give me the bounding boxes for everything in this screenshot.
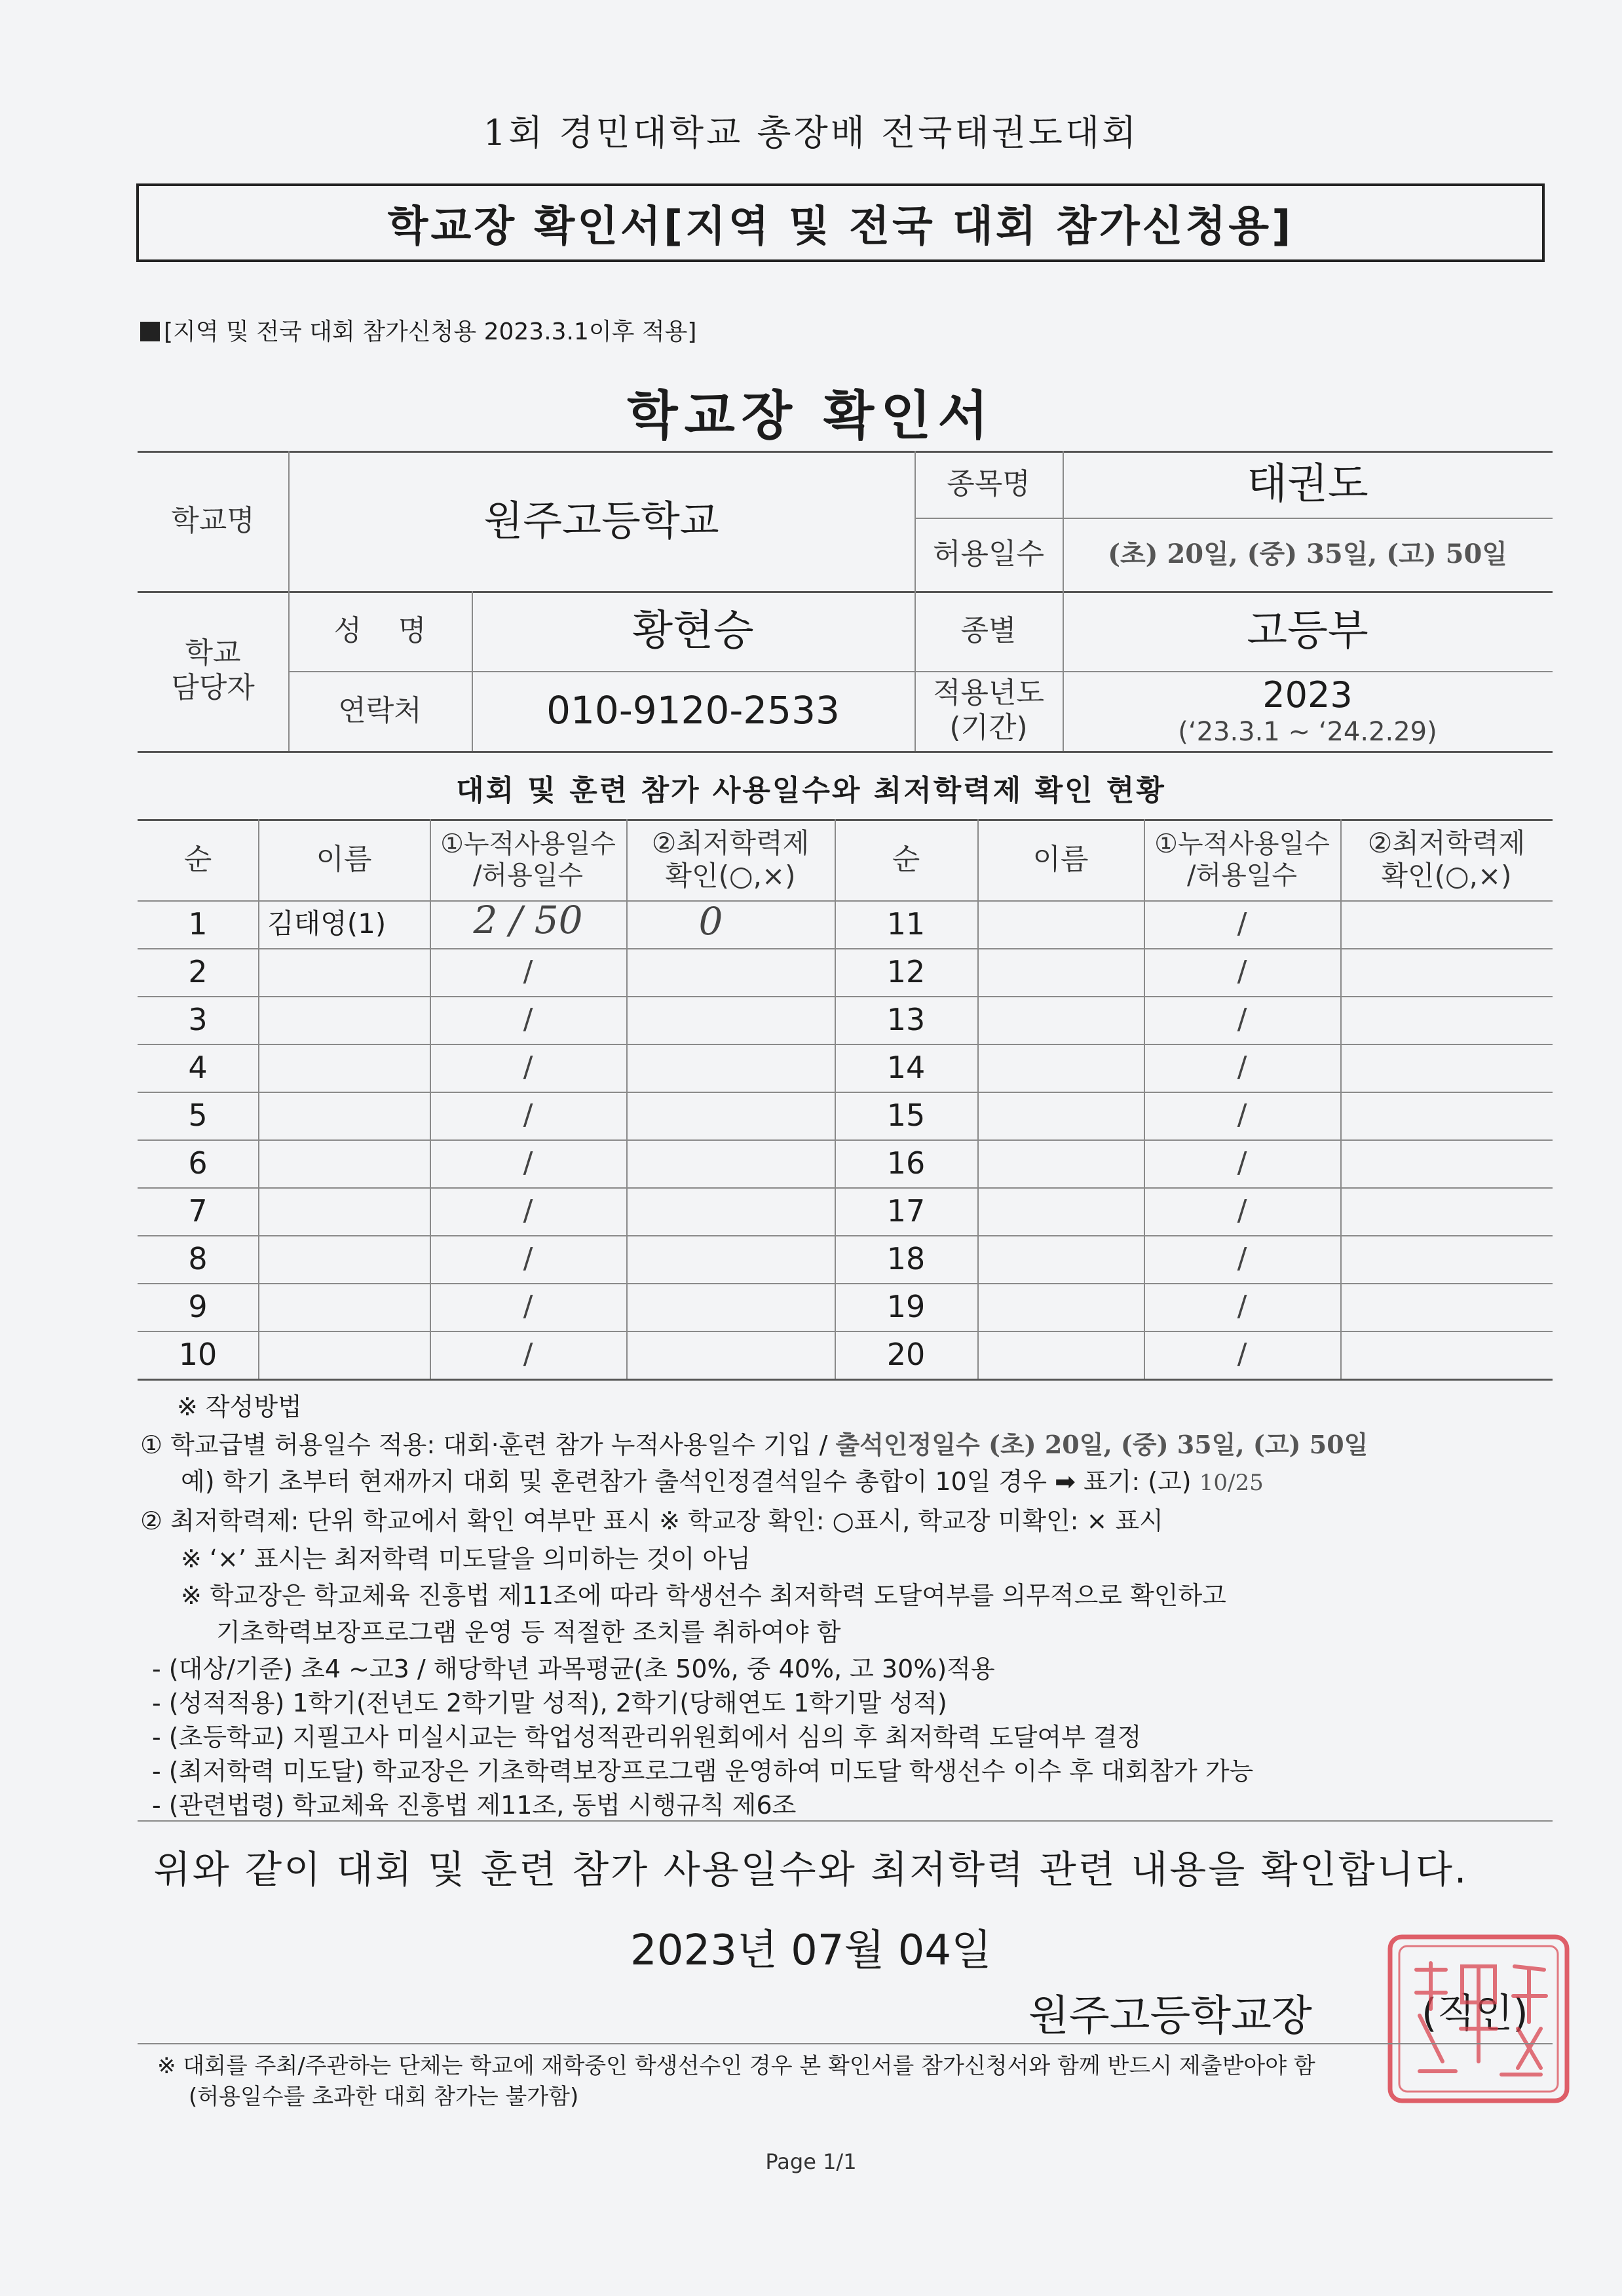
instruction-line-4: ※ ‘×’ 표시는 최저학력 미도달을 의미하는 것이 아님 xyxy=(181,1544,751,1573)
division-label: 종별 xyxy=(960,613,1017,647)
days-slash: / xyxy=(523,1337,533,1371)
days-slash: / xyxy=(523,1050,533,1084)
contact-value: 010-9120-2533 xyxy=(546,688,840,733)
sport-label: 종목명 xyxy=(947,467,1030,501)
col-no-header-right: 순 xyxy=(892,842,920,876)
row-number: 12 xyxy=(886,953,926,989)
row-number: 7 xyxy=(188,1193,208,1229)
year-number: 2023 xyxy=(1262,674,1353,716)
principal-name: 원주고등학교장 xyxy=(1028,1992,1312,2040)
athlete-name xyxy=(267,948,426,996)
athlete-name: 김태영(1) xyxy=(267,908,387,940)
document-title: 학교장 확인서[지역 및 전국 대회 참가신청용] xyxy=(387,202,1294,251)
year-label xyxy=(915,671,1063,751)
status-title: 대회 및 훈련 참가 사용일수와 최저학력제 확인 현황 xyxy=(456,774,1166,807)
instruction-line-2-mark: 표기: (고) xyxy=(1083,1467,1192,1496)
col-days-header xyxy=(430,819,626,900)
name-label: 성 명 xyxy=(333,613,426,647)
instruction-line-3: ② 최저학력제: 단위 학교에서 확인 여부만 표시 ※ 학교장 확인: ○표시, 학교장 미확인: × 표시 xyxy=(140,1506,1163,1535)
arrow-right-icon: ➡ xyxy=(1055,1467,1076,1496)
row-number: 8 xyxy=(188,1240,208,1276)
year-label-line1: 적용년도 xyxy=(932,676,1044,710)
grid-line xyxy=(138,1379,1553,1381)
days-slash: / xyxy=(1237,1003,1247,1037)
col-name-header: 이름 xyxy=(316,842,372,876)
instruction-line-11: - (관련법령) 학교체육 진흥법 제11조, 동법 시행규칙 제6조 xyxy=(152,1791,797,1820)
row-number: 17 xyxy=(886,1193,926,1229)
page-number: Page 1/1 xyxy=(765,2149,857,2174)
grid-line xyxy=(1340,819,1342,1379)
row-number: 6 xyxy=(188,1145,208,1181)
grid-line xyxy=(258,819,259,1379)
used-days-handwritten: 2 / 50 xyxy=(473,897,583,942)
document-date: 2023년 07월 04일 xyxy=(630,1926,992,1975)
document-title-box xyxy=(136,183,1545,262)
col-name-header-right: 이름 xyxy=(1032,842,1089,876)
col-days-header-right-line1: ①누적사용일수 xyxy=(1154,829,1330,859)
athlete-name xyxy=(267,1331,426,1379)
days-slash: / xyxy=(523,1003,533,1037)
days-slash: / xyxy=(1237,1194,1247,1228)
instruction-line-1-highlight: 출석인정일수 (초) 20일, (중) 35일, (고) 50일 xyxy=(835,1430,1368,1459)
instruction-line-6: 기초학력보장프로그램 운영 등 적절한 조치를 취하여야 함 xyxy=(216,1618,841,1647)
year-label-line2: (기간) xyxy=(949,711,1028,744)
days-slash: / xyxy=(523,1242,533,1276)
days-slash: / xyxy=(1237,1242,1247,1276)
instruction-line-2-text: 예) 학기 초부터 현재까지 대회 및 훈련참가 출석인정결석일수 총합이 10일 경우 xyxy=(181,1467,1047,1496)
division-value: 고등부 xyxy=(1247,606,1368,655)
row-number: 19 xyxy=(886,1288,926,1324)
grid-line xyxy=(977,819,979,1379)
athlete-name xyxy=(267,1235,426,1283)
col-days-header-line1: ①누적사용일수 xyxy=(440,829,616,859)
row-number: 4 xyxy=(188,1049,208,1085)
seal-mark: (직인) xyxy=(1422,1991,1528,2037)
col-min-header-right-line1: ②최저학력제 xyxy=(1367,826,1526,859)
min-score-check-handwritten: 0 xyxy=(698,898,723,944)
days-slash: / xyxy=(1237,955,1247,989)
manager-name-value: 황현승 xyxy=(632,606,754,655)
days-slash: / xyxy=(1237,1098,1247,1132)
event-title: 1회 경민대학교 총장배 전국태권도대회 xyxy=(483,112,1139,153)
instruction-line-2-example: 10/25 xyxy=(1199,1470,1264,1496)
apply-note xyxy=(140,313,696,347)
instruction-line-1 xyxy=(140,1425,1368,1461)
days-slash: / xyxy=(523,955,533,989)
square-bullet-icon xyxy=(140,322,160,341)
athlete-name xyxy=(267,1283,426,1331)
year-value xyxy=(1063,671,1553,751)
days-slash: / xyxy=(523,1290,533,1324)
days-slash: / xyxy=(523,1098,533,1132)
row-number: 10 xyxy=(178,1336,217,1372)
footnote-line2: (허용일수를 초과한 대회 참가는 불가함) xyxy=(189,2083,579,2110)
athlete-name xyxy=(267,1092,426,1139)
row-number: 1 xyxy=(188,906,208,942)
instruction-line-1-text: ① 학교급별 허용일수 적용: 대회·훈련 참가 누적사용일수 기입 / xyxy=(140,1430,828,1459)
footnote xyxy=(157,2051,1559,2113)
allowed-days-label: 허용일수 xyxy=(932,537,1044,571)
col-min-header-right-line2: 확인(○,×) xyxy=(1381,860,1512,892)
col-days-header-line2: /허용일수 xyxy=(472,860,584,890)
col-min-header-line1: ②최저학력제 xyxy=(651,826,810,859)
days-slash: / xyxy=(1237,1146,1247,1180)
row-number: 11 xyxy=(886,906,926,942)
row-number: 9 xyxy=(188,1288,208,1324)
col-min-header xyxy=(626,819,835,900)
instruction-line-10: - (최저학력 미도달) 학교장은 기초학력보장프로그램 운영하여 미도달 학생선수 이수 후 대회참가 가능 xyxy=(152,1757,1254,1786)
days-slash: / xyxy=(1237,1337,1247,1371)
row-number: 3 xyxy=(188,1001,208,1037)
days-slash: / xyxy=(1237,907,1247,941)
instruction-line-2 xyxy=(181,1461,1264,1497)
manager-label-line1: 학교 xyxy=(185,636,241,670)
instructions-heading: ※ 작성방법 xyxy=(177,1392,302,1421)
year-period: (‘23.3.1 ~ ‘24.2.29) xyxy=(1178,717,1437,748)
col-days-header-right-line2: /허용일수 xyxy=(1186,860,1298,890)
row-number: 14 xyxy=(886,1049,926,1085)
footnote-line1: ※ 대회를 주최/주관하는 단체는 학교에 재학중인 학생선수인 경우 본 확인서를 참가신청서와 함께 반드시 제출받아야 함 xyxy=(157,2053,1315,2079)
days-slash: / xyxy=(1237,1290,1247,1324)
col-min-header-right xyxy=(1340,819,1553,900)
col-days-header-right xyxy=(1144,819,1340,900)
allowed-days-value: (초) 20일, (중) 35일, (고) 50일 xyxy=(1108,539,1507,569)
athlete-name xyxy=(267,1187,426,1235)
days-slash: / xyxy=(523,1146,533,1180)
athlete-name xyxy=(267,996,426,1044)
athlete-name xyxy=(267,1139,426,1187)
row-number: 2 xyxy=(188,953,208,989)
instruction-line-5: ※ 학교장은 학교체육 진흥법 제11조에 따라 학생선수 최저학력 도달여부를 의무적으로 확인하고 xyxy=(181,1581,1226,1610)
row-number: 15 xyxy=(886,1097,926,1133)
col-min-header-line2: 확인(○,×) xyxy=(665,860,796,892)
manager-label xyxy=(138,591,288,751)
instruction-line-7: - (대상/기준) 초4 ~고3 / 해당학년 과목평균(초 50%, 중 40%, 고 30%)적용 xyxy=(152,1655,995,1683)
instruction-line-9: - (초등학교) 지필고사 미실시교는 학업성적관리위원회에서 심의 후 최저학력 도달여부 결정 xyxy=(152,1723,1142,1751)
row-number: 18 xyxy=(886,1240,926,1276)
row-number: 16 xyxy=(886,1145,926,1181)
school-name-value: 원주고등학교 xyxy=(483,496,719,545)
confirm-statement: 위와 같이 대회 및 훈련 참가 사용일수와 최저학력 관련 내용을 확인합니다. xyxy=(153,1847,1469,1892)
col-no-header: 순 xyxy=(183,842,212,876)
form-title: 학교장 확인서 xyxy=(627,385,995,446)
row-number: 5 xyxy=(188,1097,208,1133)
sport-value: 태권도 xyxy=(1247,459,1368,508)
days-slash: / xyxy=(523,1194,533,1228)
school-name-label: 학교명 xyxy=(171,503,255,537)
apply-note-text: [지역 및 전국 대회 참가신청용 2023.3.1이후 적용] xyxy=(164,318,697,345)
days-slash: / xyxy=(1237,1050,1247,1084)
row-number: 13 xyxy=(886,1001,926,1037)
row-number: 20 xyxy=(886,1336,926,1372)
manager-label-line2: 담당자 xyxy=(171,671,255,704)
instruction-line-8: - (성적적용) 1학기(전년도 2학기말 성적), 2학기(당해연도 1학기말 성적) xyxy=(152,1689,947,1717)
contact-label: 연락처 xyxy=(338,693,422,727)
athlete-name xyxy=(267,1044,426,1092)
